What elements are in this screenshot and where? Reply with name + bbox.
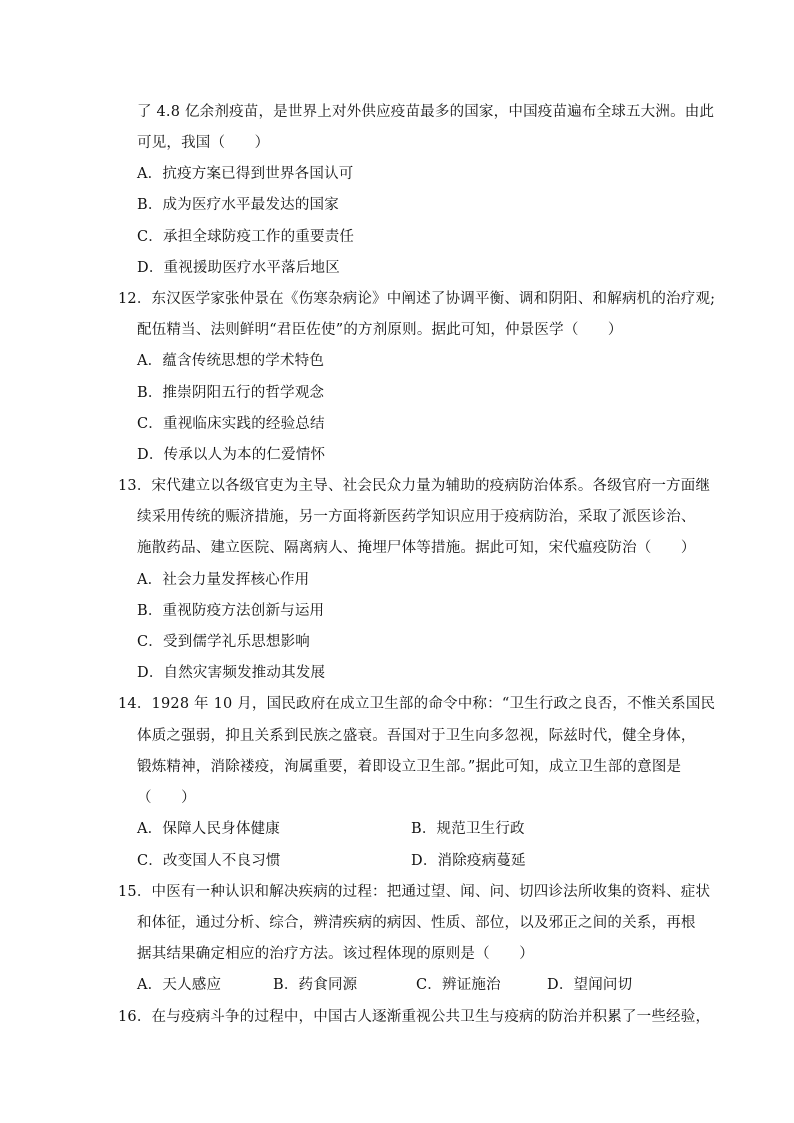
q15-line-3: 据其结果确定相应的治疗方法。该过程体现的原则是（ ） xyxy=(137,946,534,962)
q14-line-2: 体质之强弱，抑且关系到民族之盛衰。吾国对于卫生向多忽视，际兹时代，健全身体， xyxy=(137,728,696,744)
q11-option-b: B．成为医疗水平最发达的国家 xyxy=(137,197,339,213)
q15-line-1: 15．中医有一种认识和解决疾病的过程：把通过望、闻、问、切四诊法所收集的资料、症状 xyxy=(118,884,711,900)
q11-line-1: 了 4.8 亿余剂疫苗，是世界上对外供应疫苗最多的国家，中国疫苗遍布全球五大洲。由此 xyxy=(137,104,715,120)
q12-option-d: D．传承以人为本的仁爱情怀 xyxy=(137,447,326,463)
q11-option-a: A．抗疫方案已得到世界各国认可 xyxy=(137,166,354,182)
q11-line-2: 可见，我国（ ） xyxy=(137,135,270,151)
q15-option-a: A．天人感应 xyxy=(137,977,222,993)
q15-option-b: B．药食同源 xyxy=(273,977,358,993)
q13-option-c: C．受到儒学礼乐思想影响 xyxy=(137,634,310,650)
q11-option-d: D．重视援助医疗水平落后地区 xyxy=(137,260,340,276)
q12-option-a: A．蕴含传统思想的学术特色 xyxy=(137,353,325,369)
q14-option-c: C．改变国人不良习惯 xyxy=(137,853,281,869)
q13-option-b: B．重视防疫方法创新与运用 xyxy=(137,603,325,619)
q14-line-4: （ ） xyxy=(137,790,196,806)
q14-line-3: 锻炼精神，消除褛疫，洵属重要，着即设立卫生部。”据此可知，成立卫生部的意图是 xyxy=(137,759,682,775)
q12-line-1: 12．东汉医学家张仲景在《伤寒杂病论》中阐述了协调平衡、调和阴阳、和解病机的治疗观; xyxy=(118,291,716,307)
q13-line-1: 13．宋代建立以各级官吏为主导、社会民众力量为辅助的疫病防治体系。各级官府一方面继 xyxy=(118,478,711,494)
q12-option-b: B．推崇阴阳五行的哲学观念 xyxy=(137,385,325,401)
q14-option-d: D．消除疫病蔓延 xyxy=(411,853,526,869)
q12-line-2: 配伍精当、法则鲜明“君臣佐使”的方剂原则。据此可知，仲景医学（ ） xyxy=(137,322,623,338)
q12-option-c: C．重视临床实践的经验总结 xyxy=(137,416,325,432)
q13-option-a: A．社会力量发挥核心作用 xyxy=(137,572,310,588)
q16-line-1: 16．在与疫病斗争的过程中，中国古人逐渐重视公共卫生与疫病的防治并积累了一些经验， xyxy=(118,1009,711,1025)
q11-option-c: C．承担全球防疫工作的重要责任 xyxy=(137,229,355,245)
q14-line-1: 14．1928 年 10 月，国民政府在成立卫生部的命令中称：“卫生行政之良否，不惟关系国民 xyxy=(118,696,716,712)
q14-option-a: A．保障人民身体健康 xyxy=(137,821,280,837)
q15-option-d: D．望闻问切 xyxy=(547,977,633,993)
q13-option-d: D．自然灾害频发推动其发展 xyxy=(137,665,326,681)
q15-option-c: C．辨证施治 xyxy=(416,977,501,993)
q14-option-b: B．规范卫生行政 xyxy=(411,821,525,837)
q13-line-3: 施散药品、建立医院、隔离病人、掩埋尸体等措施。据此可知，宋代瘟疫防治（ ） xyxy=(137,540,696,556)
q13-line-2: 续采用传统的赈济措施，另一方面将新医药学知识应用于疫病防治，采取了派医诊治、 xyxy=(137,509,696,525)
q15-line-2: 和体征，通过分析、综合，辨清疾病的病因、性质、部位，以及邪正之间的关系，再根 xyxy=(137,915,696,931)
